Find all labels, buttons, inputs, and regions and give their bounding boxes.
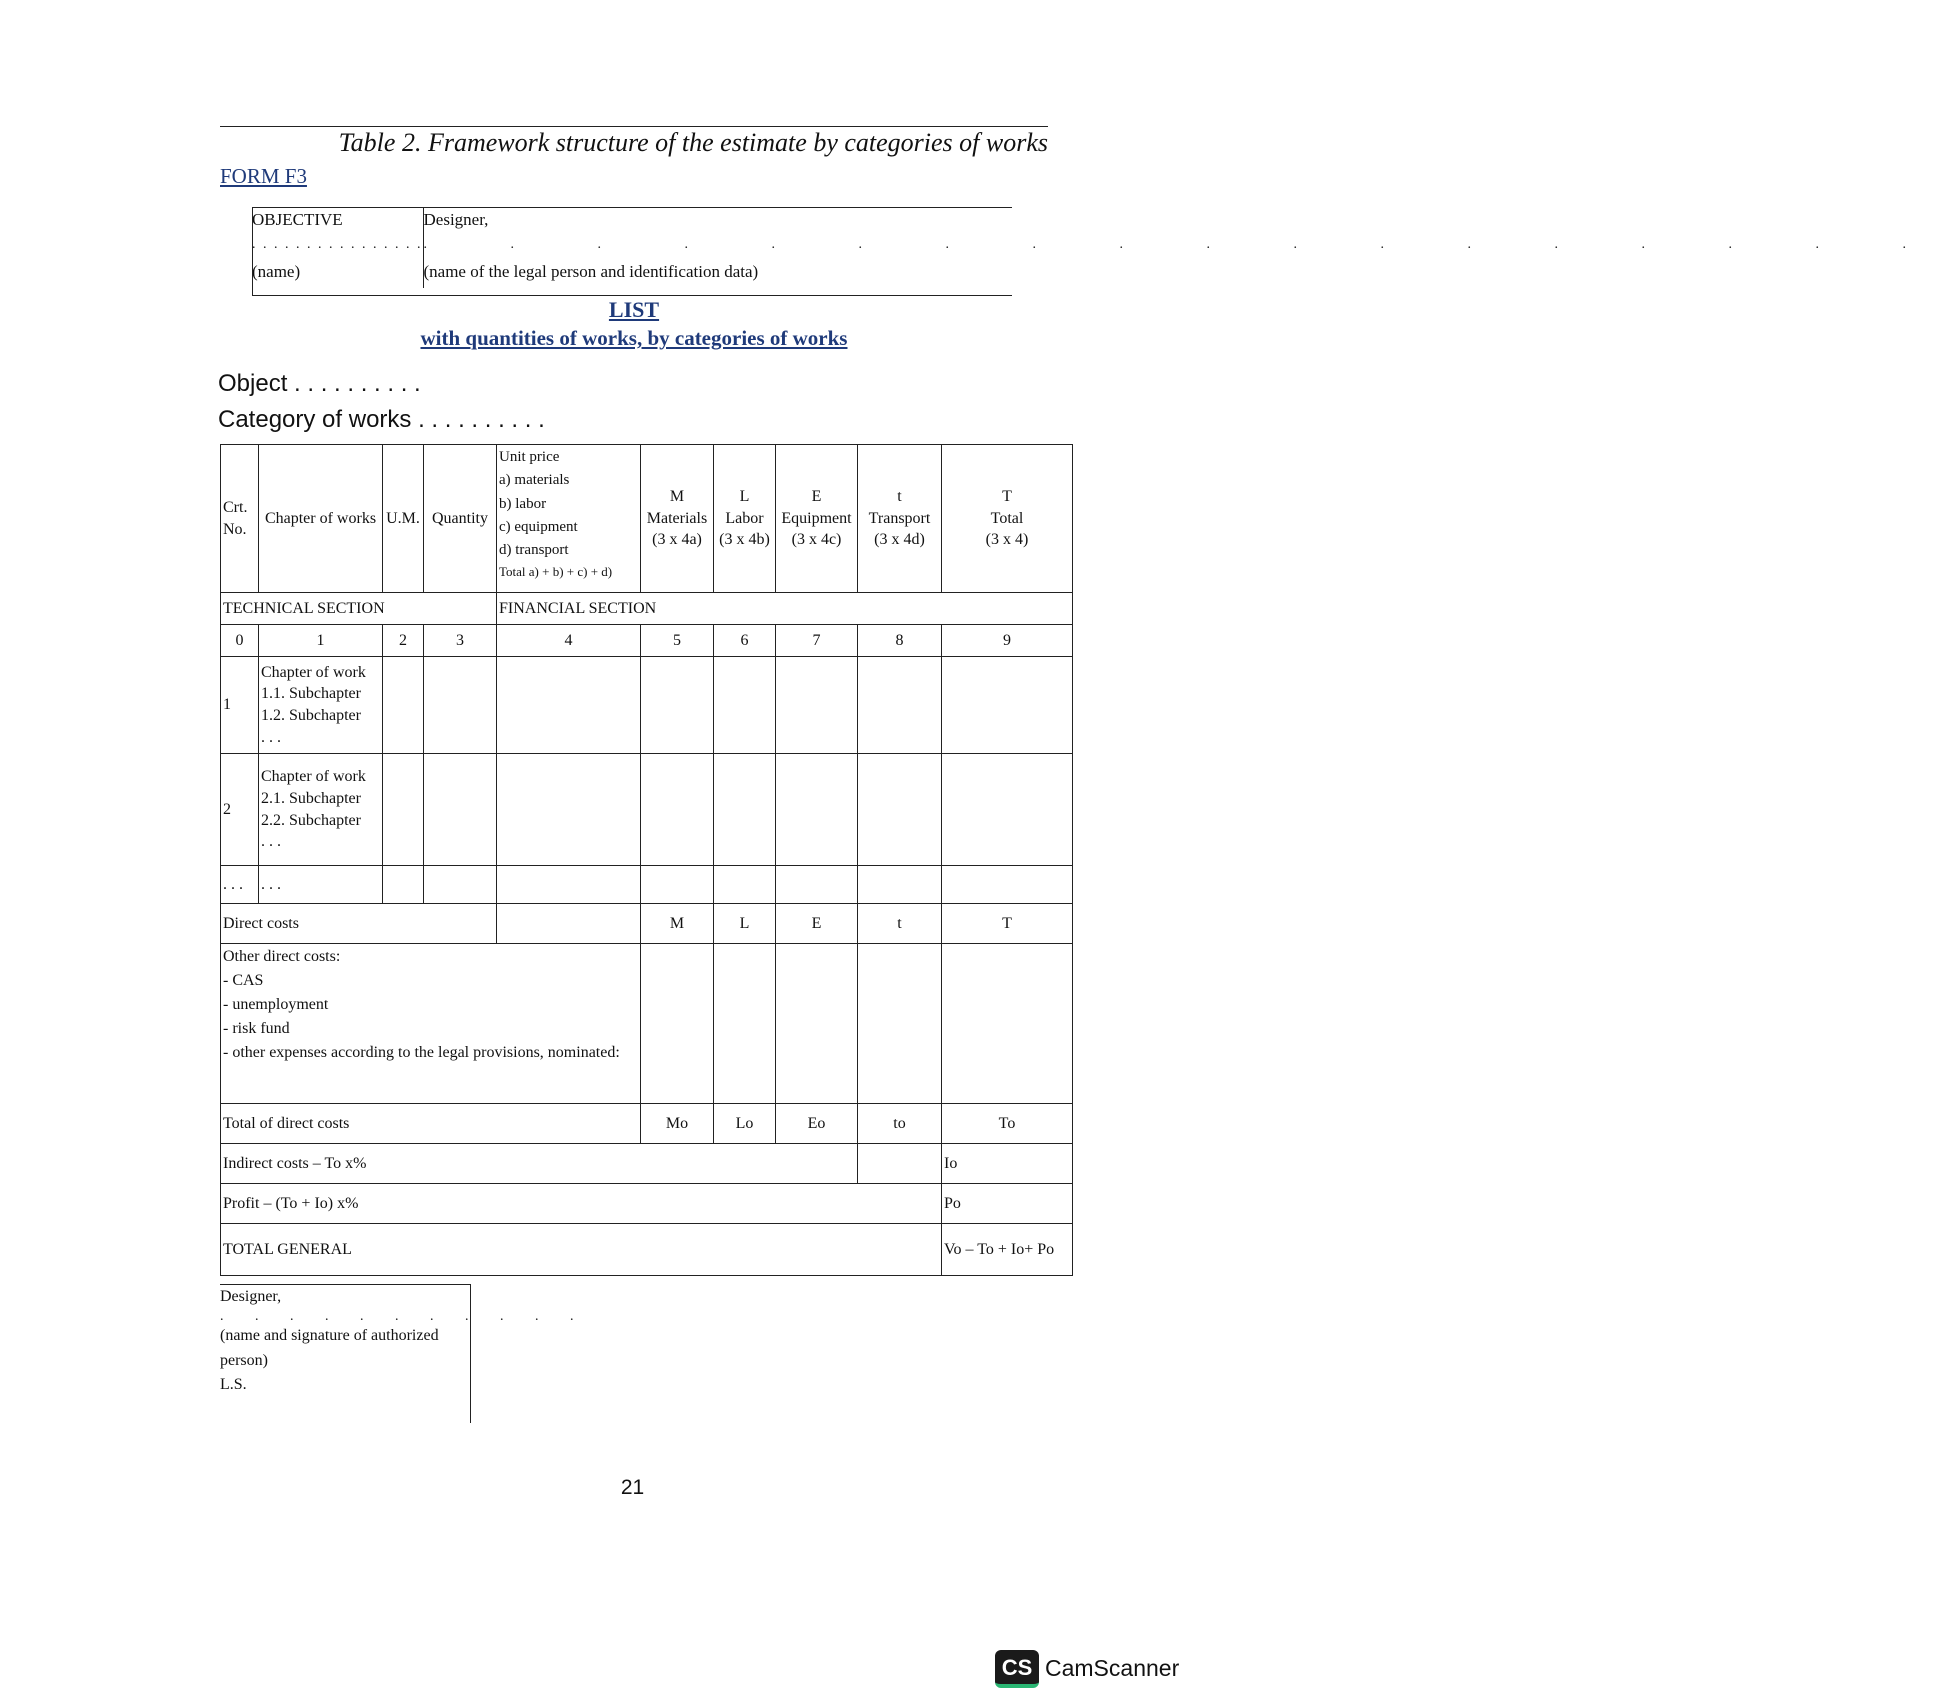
list-subtitle: with quantities of works, by categories of works: [420, 326, 848, 350]
head-l-name: Labor: [725, 509, 764, 527]
list-title: LIST: [608, 297, 660, 322]
direct-tt: T: [942, 904, 1073, 944]
signature-note: (name and signature of authorized person): [220, 1326, 439, 1369]
subchapter: 1.2. Subchapter: [261, 707, 361, 724]
table-head-row: [221, 445, 1073, 593]
head-unit-price: [497, 445, 641, 593]
table-row: [221, 657, 1073, 754]
head-transport: [858, 445, 942, 593]
head-equipment: [776, 445, 858, 593]
other-direct-title: Other direct costs:: [223, 948, 341, 965]
unit-price-d: d) transport: [499, 542, 569, 558]
row-number: . . .: [221, 866, 259, 904]
camscanner-text: CamScanner: [1045, 1655, 1180, 1681]
name-note: (name): [252, 260, 423, 288]
chapter-title: Chapter of work: [261, 768, 366, 786]
total-direct-label: Total of direct costs: [221, 1104, 641, 1144]
head-tt-name: Total: [990, 509, 1024, 527]
head-quantity: Quantity: [424, 445, 497, 593]
signature-dots: . . . . . . . . . . .: [220, 1308, 588, 1324]
total-general-label: TOTAL GENERAL: [221, 1224, 942, 1276]
profit-value: Po: [942, 1184, 1073, 1224]
object-line: Object . . . . . . . . . .: [218, 370, 421, 397]
section-row: [221, 593, 1073, 625]
unit-price-b: b) labor: [499, 495, 547, 512]
signature-designer: Designer,: [220, 1288, 282, 1305]
col-number: 9: [942, 625, 1073, 657]
head-e-name: Equipment: [781, 509, 852, 527]
signature-ls: L.S.: [220, 1376, 247, 1394]
other-direct-item: - unemployment: [223, 996, 329, 1013]
profit-label: Profit – (To + Io) x%: [221, 1184, 942, 1224]
head-m-formula: (3 x 4a): [652, 531, 702, 549]
direct-t: t: [858, 904, 942, 944]
head-t-formula: (3 x 4d): [874, 531, 925, 549]
unit-price-a: a) materials: [499, 472, 570, 489]
row-number: 1: [221, 657, 259, 754]
head-um: U.M.: [383, 445, 424, 593]
page-number: 21: [620, 1476, 645, 1499]
header-bottom-rule: [252, 295, 1012, 296]
column-number-row: [221, 625, 1073, 657]
designer-label: Designer,: [423, 210, 489, 229]
head-tt-letter: T: [1002, 488, 1012, 506]
chapter-cell: [259, 657, 383, 754]
total-t: to: [858, 1104, 942, 1144]
col-number: 3: [424, 625, 497, 657]
designer-dots: . . . . . . . . . . . . . . . . . .: [423, 237, 1946, 252]
head-labor: [714, 445, 776, 593]
col-number: 5: [641, 625, 714, 657]
profit-row: [221, 1184, 1073, 1224]
unit-price-title: Unit price: [499, 449, 560, 465]
head-l-formula: (3 x 4b): [719, 531, 770, 549]
col-number: 8: [858, 625, 942, 657]
head-e-formula: (3 x 4c): [791, 531, 842, 549]
head-e-letter: E: [811, 488, 822, 506]
direct-m: M: [641, 904, 714, 944]
technical-section: TECHNICAL SECTION: [221, 593, 497, 625]
subchapter: 1.1. Subchapter: [261, 685, 361, 703]
total-tt: To: [942, 1104, 1073, 1144]
head-total: [942, 445, 1073, 593]
unit-price-c: c) equipment: [499, 518, 578, 535]
other-direct-item: - CAS: [223, 972, 264, 989]
head-materials: [641, 445, 714, 593]
top-rule: [220, 126, 1048, 127]
camscanner-watermark: [995, 1650, 1183, 1690]
head-l-letter: L: [739, 488, 750, 506]
col-number: 0: [221, 625, 259, 657]
total-e: Eo: [776, 1104, 858, 1144]
estimate-table: [220, 444, 1073, 1276]
head-m-name: Materials: [646, 509, 708, 527]
total-general-value: Vo – To + Io+ Po: [942, 1224, 1073, 1276]
ellipsis: . . .: [261, 833, 281, 851]
indirect-label: Indirect costs – To x%: [221, 1144, 858, 1184]
total-l: Lo: [714, 1104, 776, 1144]
unit-price-total: Total a) + b) + c) + d): [499, 564, 613, 580]
head-crt: Crt. No.: [221, 445, 259, 593]
head-t-letter: t: [897, 488, 902, 506]
objective-label: OBJECTIVE: [252, 208, 423, 236]
form-label: FORM F3: [220, 164, 307, 188]
chapter-title: Chapter of work: [261, 663, 366, 681]
col-number: 7: [776, 625, 858, 657]
objective-dots: . . . . . . . . . . . . . . . .: [252, 237, 423, 252]
total-general-row: [221, 1224, 1073, 1276]
chapter-cell: . . .: [259, 866, 383, 904]
camscanner-logo-icon: CS: [995, 1650, 1039, 1688]
objective-header-table: [252, 208, 1946, 288]
direct-e: E: [776, 904, 858, 944]
indirect-row: [221, 1144, 1073, 1184]
subchapter: 2.2. Subchapter: [261, 811, 361, 829]
other-direct-item: - risk fund: [223, 1020, 290, 1037]
table-row: [221, 754, 1073, 866]
table-caption: Table 2. Framework structure of the estimate by categories of works: [338, 128, 1048, 157]
other-direct-cell: [221, 944, 641, 1104]
signature-block: [220, 1284, 588, 1423]
head-chapter: Chapter of works: [259, 445, 383, 593]
ellipsis: . . .: [261, 728, 281, 746]
head-tt-formula: (3 x 4): [985, 531, 1029, 549]
other-direct-row: [221, 944, 1073, 1104]
chapter-cell: [259, 754, 383, 866]
direct-l: L: [714, 904, 776, 944]
head-t-name: Transport: [868, 509, 931, 527]
direct-costs-label: Direct costs: [221, 904, 497, 944]
total-m: Mo: [641, 1104, 714, 1144]
legal-person-note: (name of the legal person and identification data): [423, 262, 759, 281]
col-number: 1: [259, 625, 383, 657]
direct-costs-row: [221, 904, 1073, 944]
col-number: 6: [714, 625, 776, 657]
row-number: 2: [221, 754, 259, 866]
head-m-letter: M: [669, 488, 685, 506]
table-row: [221, 866, 1073, 904]
indirect-value: Io: [942, 1144, 1073, 1184]
subchapter: 2.1. Subchapter: [261, 789, 361, 807]
other-direct-item: - other expenses according to the legal provisions, nominated:: [223, 1044, 620, 1061]
col-number: 4: [497, 625, 641, 657]
total-direct-row: [221, 1104, 1073, 1144]
col-number: 2: [383, 625, 424, 657]
financial-section: FINANCIAL SECTION: [497, 593, 1073, 625]
category-line: Category of works . . . . . . . . . .: [218, 406, 545, 433]
